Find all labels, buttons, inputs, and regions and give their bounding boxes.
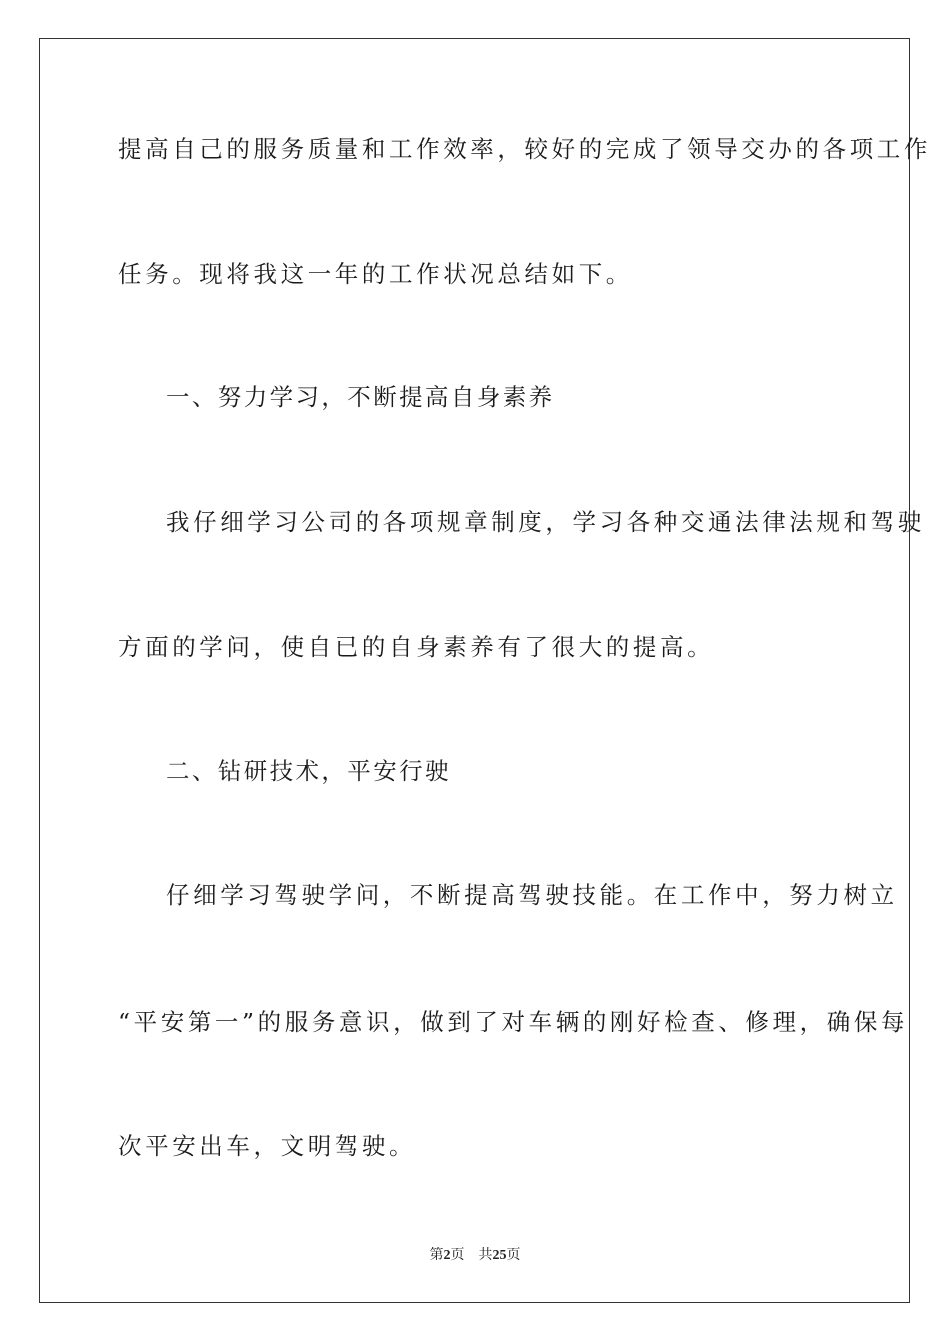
page-frame: [39, 38, 931, 1303]
body-line: 方面的学问，使自已的自身素养有了很大的提高。: [118, 633, 715, 661]
body-line: 次平安出车，文明驾驶。: [118, 1132, 417, 1160]
total-suffix: 页: [506, 1247, 521, 1263]
body-line: “平安第一”的服务意识，做到了对车辆的刚好检查、修理，确保每: [118, 1008, 909, 1036]
page-suffix: 页: [450, 1247, 465, 1263]
page-footer: [0, 1245, 950, 1266]
total-pages: 25: [492, 1248, 507, 1263]
page-prefix: 第: [429, 1247, 444, 1263]
page-number: 2: [443, 1248, 451, 1263]
body-line: 我仔细学习公司的各项规章制度，学习各种交通法律法规和驾驶: [166, 508, 925, 536]
body-line: 提高自己的服务质量和工作效率，较好的完成了领导交办的各项工作: [118, 135, 931, 163]
body-line: 任务。现将我这一年的工作状况总结如下。: [118, 260, 633, 288]
section-heading: 二、钻研技术，平安行驶: [166, 757, 451, 785]
section-heading: 一、努力学习，不断提高自身素养: [166, 383, 555, 411]
total-prefix: 共: [478, 1247, 493, 1263]
body-line: 仔细学习驾驶学问，不断提高驾驶技能。在工作中，努力树立: [166, 881, 898, 909]
